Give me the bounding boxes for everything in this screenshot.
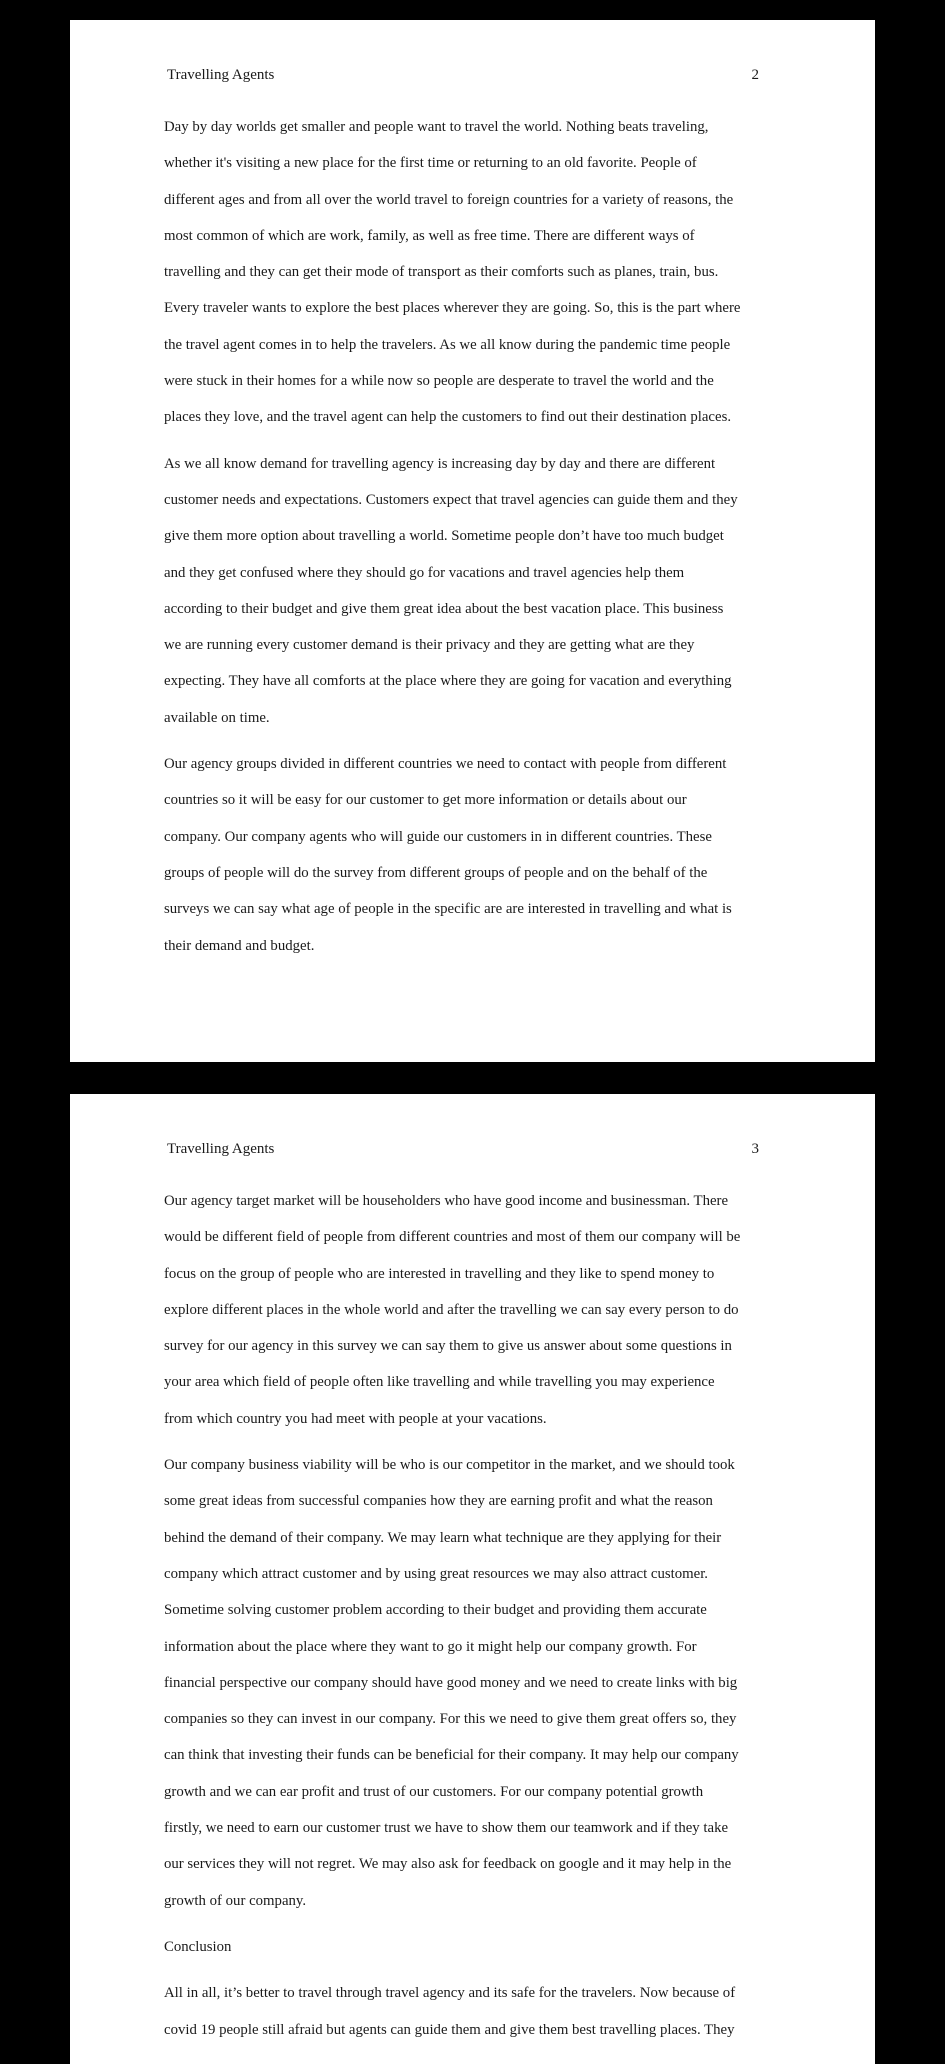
text-line: survey for our agency in this survey we can say them to give us answer about some questions in — [164, 1338, 732, 1355]
text-line: different ages and from all over the world travel to foreign countries for a variety of reasons, the — [164, 191, 734, 208]
text-line: Our agency target market will be householders who have good income and businessman. There — [164, 1193, 729, 1209]
text-line: our services they will not regret. We may also ask for feedback on google and it may help in the — [164, 1856, 732, 1873]
text-line: companies so they can invest in our company. For this we need to give them great offers so, they — [164, 1711, 737, 1728]
text-line: explore different places in the whole world and after the travelling we can say every person to do — [164, 1301, 739, 1318]
text-line: covid 19 people still afraid but agents can guide them and give them best travelling places. They — [164, 2021, 735, 2038]
text-line: customer needs and expectations. Customers expect that travel agencies can guide them and they — [164, 491, 738, 508]
text-line: focus on the group of people who are interested in travelling and they like to spend money to — [164, 1265, 715, 1282]
text-line: and they get confused where they should go for vacations and travel agencies help them — [164, 564, 685, 581]
text-line: information about the place where they want to go it might help our company growth. For — [164, 1638, 697, 1655]
text-line: according to their budget and give them great idea about the best vacation place. This business — [164, 600, 724, 617]
text-line: can think that investing their funds can be beneficial for their company. It may help our company — [164, 1747, 739, 1764]
text-line: Our agency groups divided in different countries we need to contact with people from different — [164, 756, 727, 773]
text-line: your area which field of people often like travelling and while travelling you may experience — [164, 1374, 715, 1391]
text-line: places they love, and the travel agent can help the customers to find out their destination places. — [164, 409, 732, 426]
paragraph-1 — [164, 109, 764, 436]
text-line: Our company business viability will be who is our competitor in the market, and we should took — [164, 1457, 735, 1474]
text-line: from which country you had meet with people at your vacations. — [164, 1410, 547, 1427]
text-line: As we all know demand for travelling agency is increasing day by day and there are different — [164, 455, 716, 472]
document-page-2 — [70, 20, 875, 1062]
paragraph-conclusion — [164, 1975, 764, 2048]
paragraph-3 — [164, 746, 764, 964]
text-line: Sometime solving customer problem according to their budget and providing them accurate — [164, 1602, 707, 1619]
text-line: company. Our company agents who will guide our customers in in different countries. These — [164, 828, 712, 845]
running-head-title: Travelling Agents — [167, 67, 275, 83]
paragraph-2 — [164, 446, 764, 736]
text-line: Every traveler wants to explore the best places wherever they are going. So, this is the part where — [164, 300, 741, 317]
text-line: behind the demand of their company. We may learn what technique are they applying for their — [164, 1529, 722, 1546]
text-line: their demand and budget. — [164, 937, 315, 954]
page-body — [164, 1183, 764, 2058]
paragraph-1 — [164, 1183, 764, 1437]
text-line: give them more option about travelling a world. Sometime people don’t have too much budget — [164, 528, 724, 545]
text-line: Day by day worlds get smaller and people want to travel the world. Nothing beats traveling, — [164, 119, 709, 135]
text-line: firstly, we need to earn our customer trust we have to show them our teamwork and if they take — [164, 1820, 729, 1837]
text-line: growth and we can ear profit and trust of our customers. For our company potential growth — [164, 1783, 704, 1800]
text-line: surveys we can say what age of people in the specific are are interested in travelling and what is — [164, 901, 732, 918]
text-line: All in all, it’s better to travel through travel agency and its safe for the travelers. Now because of — [164, 1985, 736, 2002]
paragraph-2 — [164, 1447, 764, 1919]
text-line: some great ideas from successful companies how they are earning profit and what the reason — [164, 1493, 713, 1510]
text-line: travelling and they can get their mode of transport as their comforts such as planes, train, bus. — [164, 264, 719, 281]
text-line: would be different field of people from different countries and most of them our company will be — [164, 1229, 741, 1246]
text-line: growth of our company. — [164, 1892, 307, 1909]
text-line: groups of people will do the survey from different groups of people and on the behalf of the — [164, 864, 708, 881]
text-line: whether it's visiting a new place for the first time or returning to an old favorite. People of — [164, 155, 697, 172]
running-head-title: Travelling Agents — [167, 1141, 275, 1157]
text-line: available on time. — [164, 709, 270, 726]
section-heading-conclusion: Conclusion — [164, 1938, 232, 1955]
text-line: were stuck in their homes for a while now so people are desperate to travel the world and the — [164, 373, 714, 390]
running-head — [167, 67, 759, 89]
page-number: 3 — [751, 1141, 759, 1157]
text-line: we are running every customer demand is their privacy and they are getting what are they — [164, 637, 695, 654]
document-page-3 — [70, 1094, 875, 2064]
text-line: most common of which are work, family, as well as free time. There are different ways of — [164, 227, 695, 244]
text-line: financial perspective our company should have good money and we need to create links with big — [164, 1674, 738, 1691]
text-line: company which attract customer and by using great resources we may also attract customer. — [164, 1565, 709, 1582]
text-line: countries so it will be easy for our customer to get more information or details about our — [164, 792, 687, 809]
page-number: 2 — [751, 67, 759, 83]
text-line: expecting. They have all comforts at the place where they are going for vacation and everything — [164, 673, 732, 690]
page-body — [164, 109, 764, 974]
text-line: the travel agent comes in to help the travelers. As we all know during the pandemic time people — [164, 336, 731, 353]
running-head — [167, 1141, 759, 1163]
